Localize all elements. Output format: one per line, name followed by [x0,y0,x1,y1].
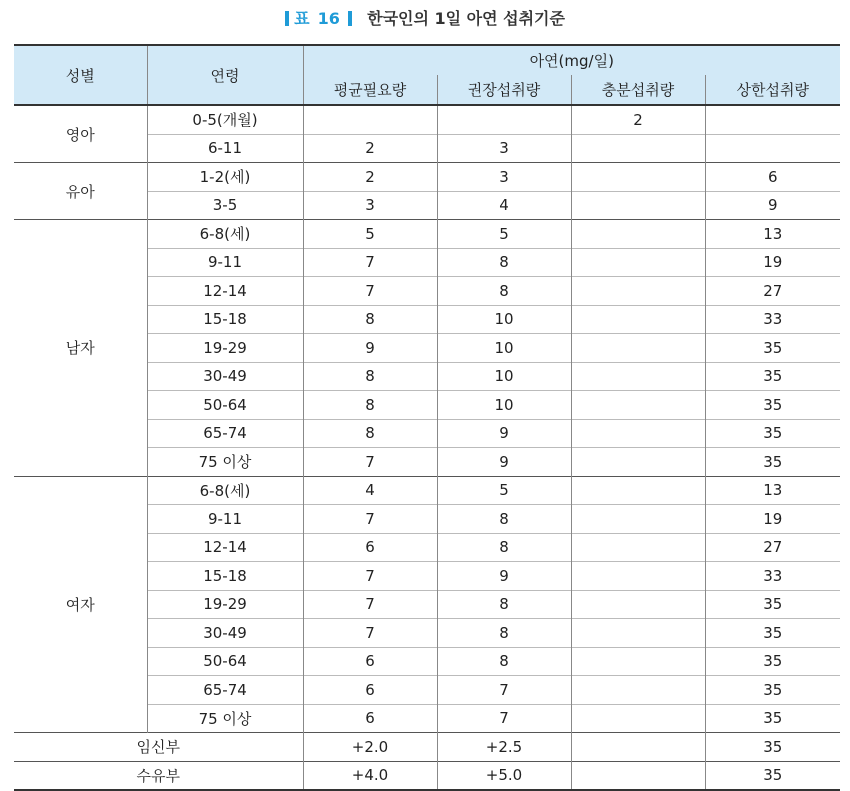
ade-cell [571,305,705,334]
avg-cell: 8 [303,419,437,448]
ade-cell [571,334,705,363]
age-cell: 9-11 [147,248,303,277]
age-cell: 15-18 [147,305,303,334]
rec-cell: +2.5 [437,733,571,762]
avg-cell: +2.0 [303,733,437,762]
age-cell: 65-74 [147,676,303,705]
avg-cell: 2 [303,134,437,163]
caption-number: 16 [317,9,340,28]
age-cell: 6-8(세) [147,220,303,249]
rec-cell: 5 [437,476,571,505]
ade-cell [571,419,705,448]
rec-cell: 3 [437,134,571,163]
avg-cell: 7 [303,248,437,277]
avg-cell [303,105,437,134]
header-gender: 성별 [14,45,147,105]
age-cell: 65-74 [147,419,303,448]
upper-cell: 35 [705,334,840,363]
ade-cell [571,562,705,591]
header-recommended-intake: 권장섭취량 [437,75,571,105]
rec-cell: 10 [437,362,571,391]
table-row [14,105,840,134]
avg-cell: 7 [303,619,437,648]
avg-cell: 9 [303,334,437,363]
rec-cell: 9 [437,448,571,477]
rec-cell: +5.0 [437,761,571,790]
age-cell: 3-5 [147,191,303,220]
rec-cell: 9 [437,419,571,448]
ade-cell [571,191,705,220]
age-cell: 50-64 [147,647,303,676]
ade-cell [571,220,705,249]
header-adequate-intake: 충분섭취량 [571,75,705,105]
rec-cell: 8 [437,277,571,306]
upper-cell: 35 [705,362,840,391]
ade-cell [571,277,705,306]
ade-cell [571,505,705,534]
group-label: 유아 [14,163,147,220]
ade-cell [571,134,705,163]
rec-cell: 8 [437,248,571,277]
upper-cell: 35 [705,419,840,448]
ade-cell [571,619,705,648]
avg-cell: 6 [303,533,437,562]
rec-cell: 5 [437,220,571,249]
rec-cell: 8 [437,647,571,676]
rec-cell: 8 [437,590,571,619]
rec-cell: 8 [437,505,571,534]
avg-cell: 7 [303,505,437,534]
upper-cell: 35 [705,761,840,790]
upper-cell: 35 [705,391,840,420]
group-label: 여자 [14,476,147,733]
ade-cell [571,676,705,705]
upper-cell: 35 [705,448,840,477]
special-group-label: 수유부 [14,761,303,790]
upper-cell: 19 [705,505,840,534]
rec-cell: 4 [437,191,571,220]
avg-cell: 4 [303,476,437,505]
age-cell: 19-29 [147,590,303,619]
upper-cell: 35 [705,704,840,733]
upper-cell: 35 [705,676,840,705]
avg-cell: 6 [303,647,437,676]
avg-cell: 8 [303,391,437,420]
upper-cell: 35 [705,733,840,762]
upper-cell: 27 [705,277,840,306]
avg-cell: 8 [303,362,437,391]
rec-cell: 10 [437,334,571,363]
caption-title: 한국인의 1일 아연 섭취기준 [367,9,565,28]
zinc-intake-table [14,44,840,791]
table-row [14,733,840,762]
header-upper-limit: 상한섭취량 [705,75,840,105]
ade-cell [571,362,705,391]
age-cell: 30-49 [147,362,303,391]
upper-cell: 13 [705,220,840,249]
table-caption [0,7,850,31]
rec-cell: 10 [437,305,571,334]
age-cell: 30-49 [147,619,303,648]
header-age: 연령 [147,45,303,105]
ade-cell [571,647,705,676]
age-cell: 12-14 [147,277,303,306]
table-row [14,761,840,790]
table-row [14,220,840,249]
upper-cell: 35 [705,647,840,676]
age-cell: 50-64 [147,391,303,420]
ade-cell [571,704,705,733]
group-label: 남자 [14,220,147,477]
age-cell: 9-11 [147,505,303,534]
avg-cell: 7 [303,590,437,619]
avg-cell: 7 [303,448,437,477]
table-body [14,105,840,790]
age-cell: 0-5(개월) [147,105,303,134]
upper-cell: 35 [705,590,840,619]
special-group-label: 임신부 [14,733,303,762]
upper-cell: 19 [705,248,840,277]
caption-bar-left [285,11,289,26]
table-row [14,163,840,192]
upper-cell: 33 [705,305,840,334]
upper-cell: 35 [705,619,840,648]
ade-cell [571,391,705,420]
ade-cell [571,533,705,562]
rec-cell: 3 [437,163,571,192]
age-cell: 1-2(세) [147,163,303,192]
rec-cell [437,105,571,134]
ade-cell [571,733,705,762]
group-label: 영아 [14,105,147,163]
avg-cell: 5 [303,220,437,249]
avg-cell: 6 [303,704,437,733]
upper-cell: 13 [705,476,840,505]
rec-cell: 8 [437,619,571,648]
caption-bar-right [348,11,352,26]
upper-cell [705,134,840,163]
avg-cell: 6 [303,676,437,705]
age-cell: 12-14 [147,533,303,562]
avg-cell: 2 [303,163,437,192]
avg-cell: 3 [303,191,437,220]
ade-cell [571,248,705,277]
ade-cell [571,476,705,505]
age-cell: 75 이상 [147,704,303,733]
ade-cell [571,590,705,619]
upper-cell: 9 [705,191,840,220]
avg-cell: +4.0 [303,761,437,790]
rec-cell: 8 [437,533,571,562]
ade-cell [571,761,705,790]
ade-cell [571,163,705,192]
header-avg-requirement: 평균필요량 [303,75,437,105]
rec-cell: 9 [437,562,571,591]
avg-cell: 8 [303,305,437,334]
rec-cell: 10 [437,391,571,420]
caption-label: 표 [294,9,310,28]
age-cell: 75 이상 [147,448,303,477]
rec-cell: 7 [437,676,571,705]
age-cell: 6-8(세) [147,476,303,505]
avg-cell: 7 [303,277,437,306]
age-cell: 19-29 [147,334,303,363]
avg-cell: 7 [303,562,437,591]
table-row [14,476,840,505]
header-zinc-group: 아연(mg/일) [303,45,840,75]
age-cell: 6-11 [147,134,303,163]
upper-cell [705,105,840,134]
upper-cell: 27 [705,533,840,562]
age-cell: 15-18 [147,562,303,591]
ade-cell [571,448,705,477]
upper-cell: 6 [705,163,840,192]
upper-cell: 33 [705,562,840,591]
ade-cell: 2 [571,105,705,134]
rec-cell: 7 [437,704,571,733]
